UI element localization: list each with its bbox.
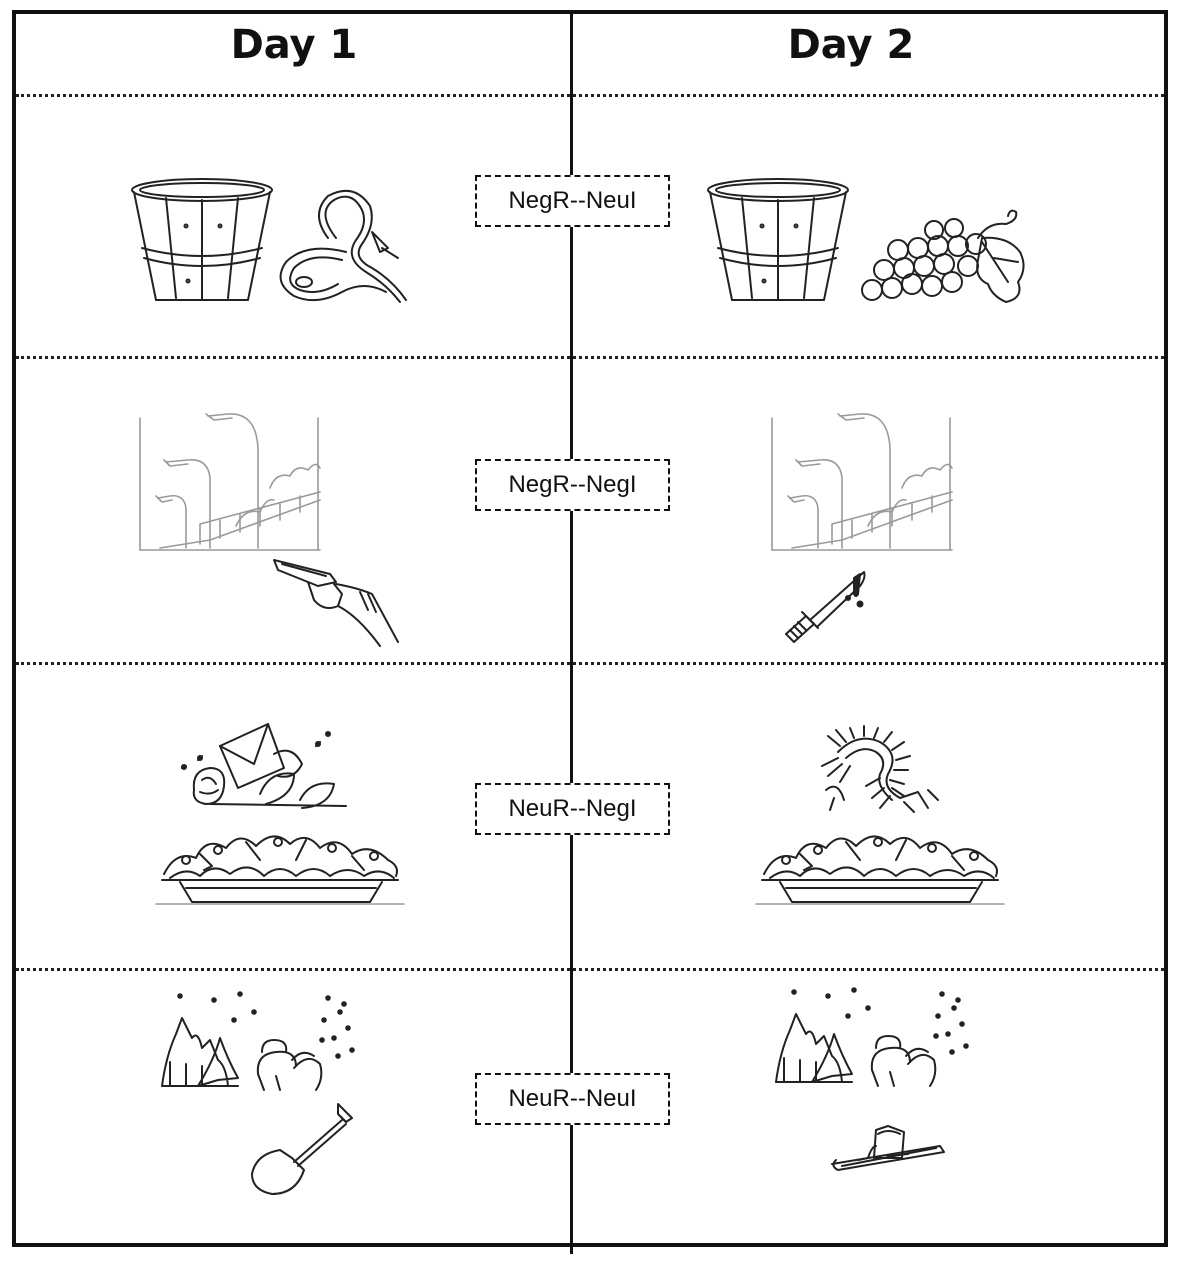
grapes-icon: [858, 212, 1030, 308]
condition-label-4: NeuR--NeuI: [475, 1073, 670, 1125]
basket-icon: [704, 176, 852, 308]
condition-label-2: NegR--NegI: [475, 459, 670, 511]
flower-planter-icon: [156, 826, 404, 908]
centipede-icon: [818, 730, 942, 814]
condition-label-1: NegR--NeuI: [475, 175, 670, 227]
row-separator: [16, 968, 1164, 971]
gun-hand-icon: [272, 556, 404, 648]
row-separator: [16, 662, 1164, 665]
sled-icon: [828, 1124, 948, 1178]
street-scene-icon: [140, 408, 320, 558]
dead-flowers-letter-icon: [170, 724, 354, 818]
condition-label-3: NeuR--NegI: [475, 783, 670, 835]
snake-icon: [276, 192, 412, 310]
snowy-house-scene-icon: [772, 986, 972, 1090]
snowy-house-scene-icon: [158, 990, 358, 1094]
day2-header: Day 2: [787, 22, 915, 68]
bloody-knife-icon: [780, 568, 872, 644]
row-separator: [16, 94, 1164, 97]
shovel-icon: [248, 1102, 360, 1198]
day1-header: Day 1: [230, 22, 358, 68]
flower-planter-icon: [756, 826, 1004, 908]
basket-icon: [128, 176, 276, 308]
row-separator: [16, 356, 1164, 359]
street-scene-icon: [772, 408, 952, 558]
